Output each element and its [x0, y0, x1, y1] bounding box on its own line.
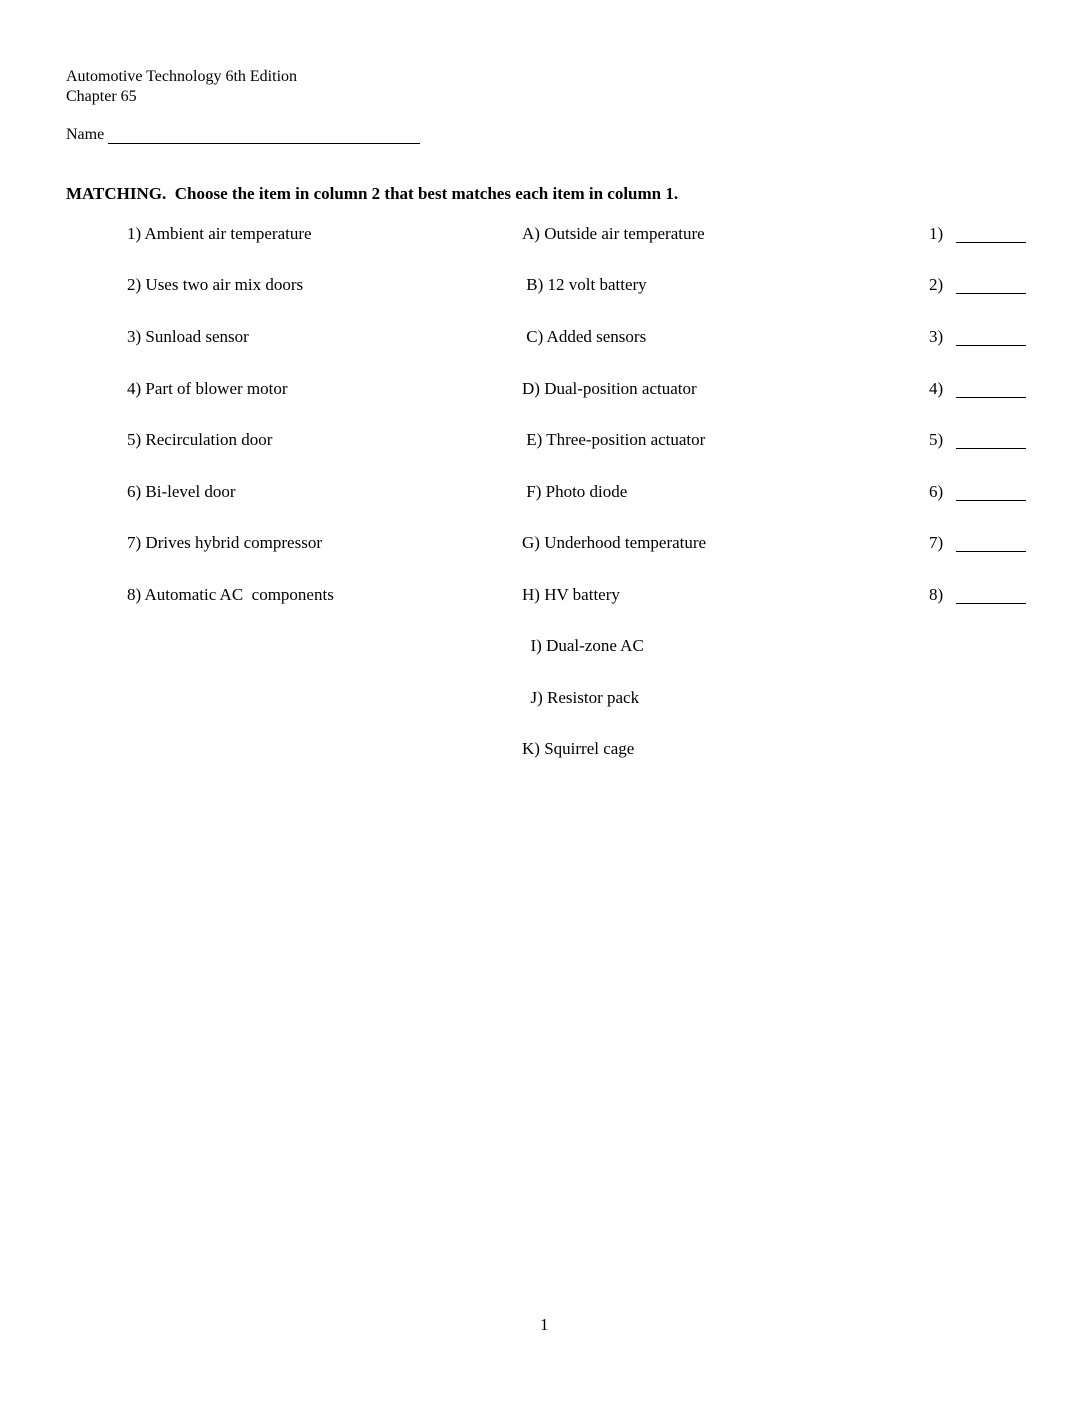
instructions-heading: MATCHING. Choose the item in column 2 that best matches each item in column 1. — [66, 184, 679, 203]
answer-number: 8) — [929, 585, 944, 604]
answer-number: 1) — [929, 224, 944, 243]
column1-item: 1) Ambient air temperature — [127, 224, 312, 243]
column1-item: 6) Bi-level door — [127, 482, 236, 501]
answer-blank[interactable] — [956, 345, 1026, 346]
column1-item: 3) Sunload sensor — [127, 327, 249, 346]
answer-blank[interactable] — [956, 500, 1026, 501]
column2-item: D) Dual-position actuator — [522, 379, 697, 398]
answer-blank[interactable] — [956, 242, 1026, 243]
column2-item: I) Dual-zone AC — [522, 636, 644, 655]
answer-blank[interactable] — [956, 397, 1026, 398]
column2-item: J) Resistor pack — [522, 688, 640, 707]
answer-number: 5) — [929, 430, 944, 449]
answer-blank[interactable] — [956, 448, 1026, 449]
column1-item: 4) Part of blower motor — [127, 379, 288, 398]
book-title: Automotive Technology 6th Edition — [66, 68, 298, 85]
answer-blank[interactable] — [956, 603, 1026, 604]
answer-blank[interactable] — [956, 293, 1026, 294]
column2-item: E) Three-position actuator — [522, 430, 706, 449]
column1-item: 7) Drives hybrid compressor — [127, 533, 322, 552]
name-field[interactable] — [108, 143, 420, 144]
answer-number: 7) — [929, 533, 944, 552]
answer-number: 2) — [929, 275, 944, 294]
column2-item: H) HV battery — [522, 585, 620, 604]
name-label: Name — [66, 126, 105, 143]
column1-item: 5) Recirculation door — [127, 430, 273, 449]
column2-item: K) Squirrel cage — [522, 739, 635, 758]
answer-blank[interactable] — [956, 551, 1026, 552]
chapter-label: Chapter 65 — [66, 88, 137, 105]
column1-item: 2) Uses two air mix doors — [127, 275, 304, 294]
column2-item: B) 12 volt battery — [522, 275, 647, 294]
answer-number: 3) — [929, 327, 944, 346]
column2-item: A) Outside air temperature — [522, 224, 705, 243]
column1-item: 8) Automatic AC components — [127, 585, 334, 604]
answer-number: 4) — [929, 379, 944, 398]
column2-item: F) Photo diode — [522, 482, 628, 501]
answer-number: 6) — [929, 482, 944, 501]
column2-item: G) Underhood temperature — [522, 533, 707, 552]
page-number: 1 — [540, 1315, 549, 1334]
column2-item: C) Added sensors — [522, 327, 647, 346]
